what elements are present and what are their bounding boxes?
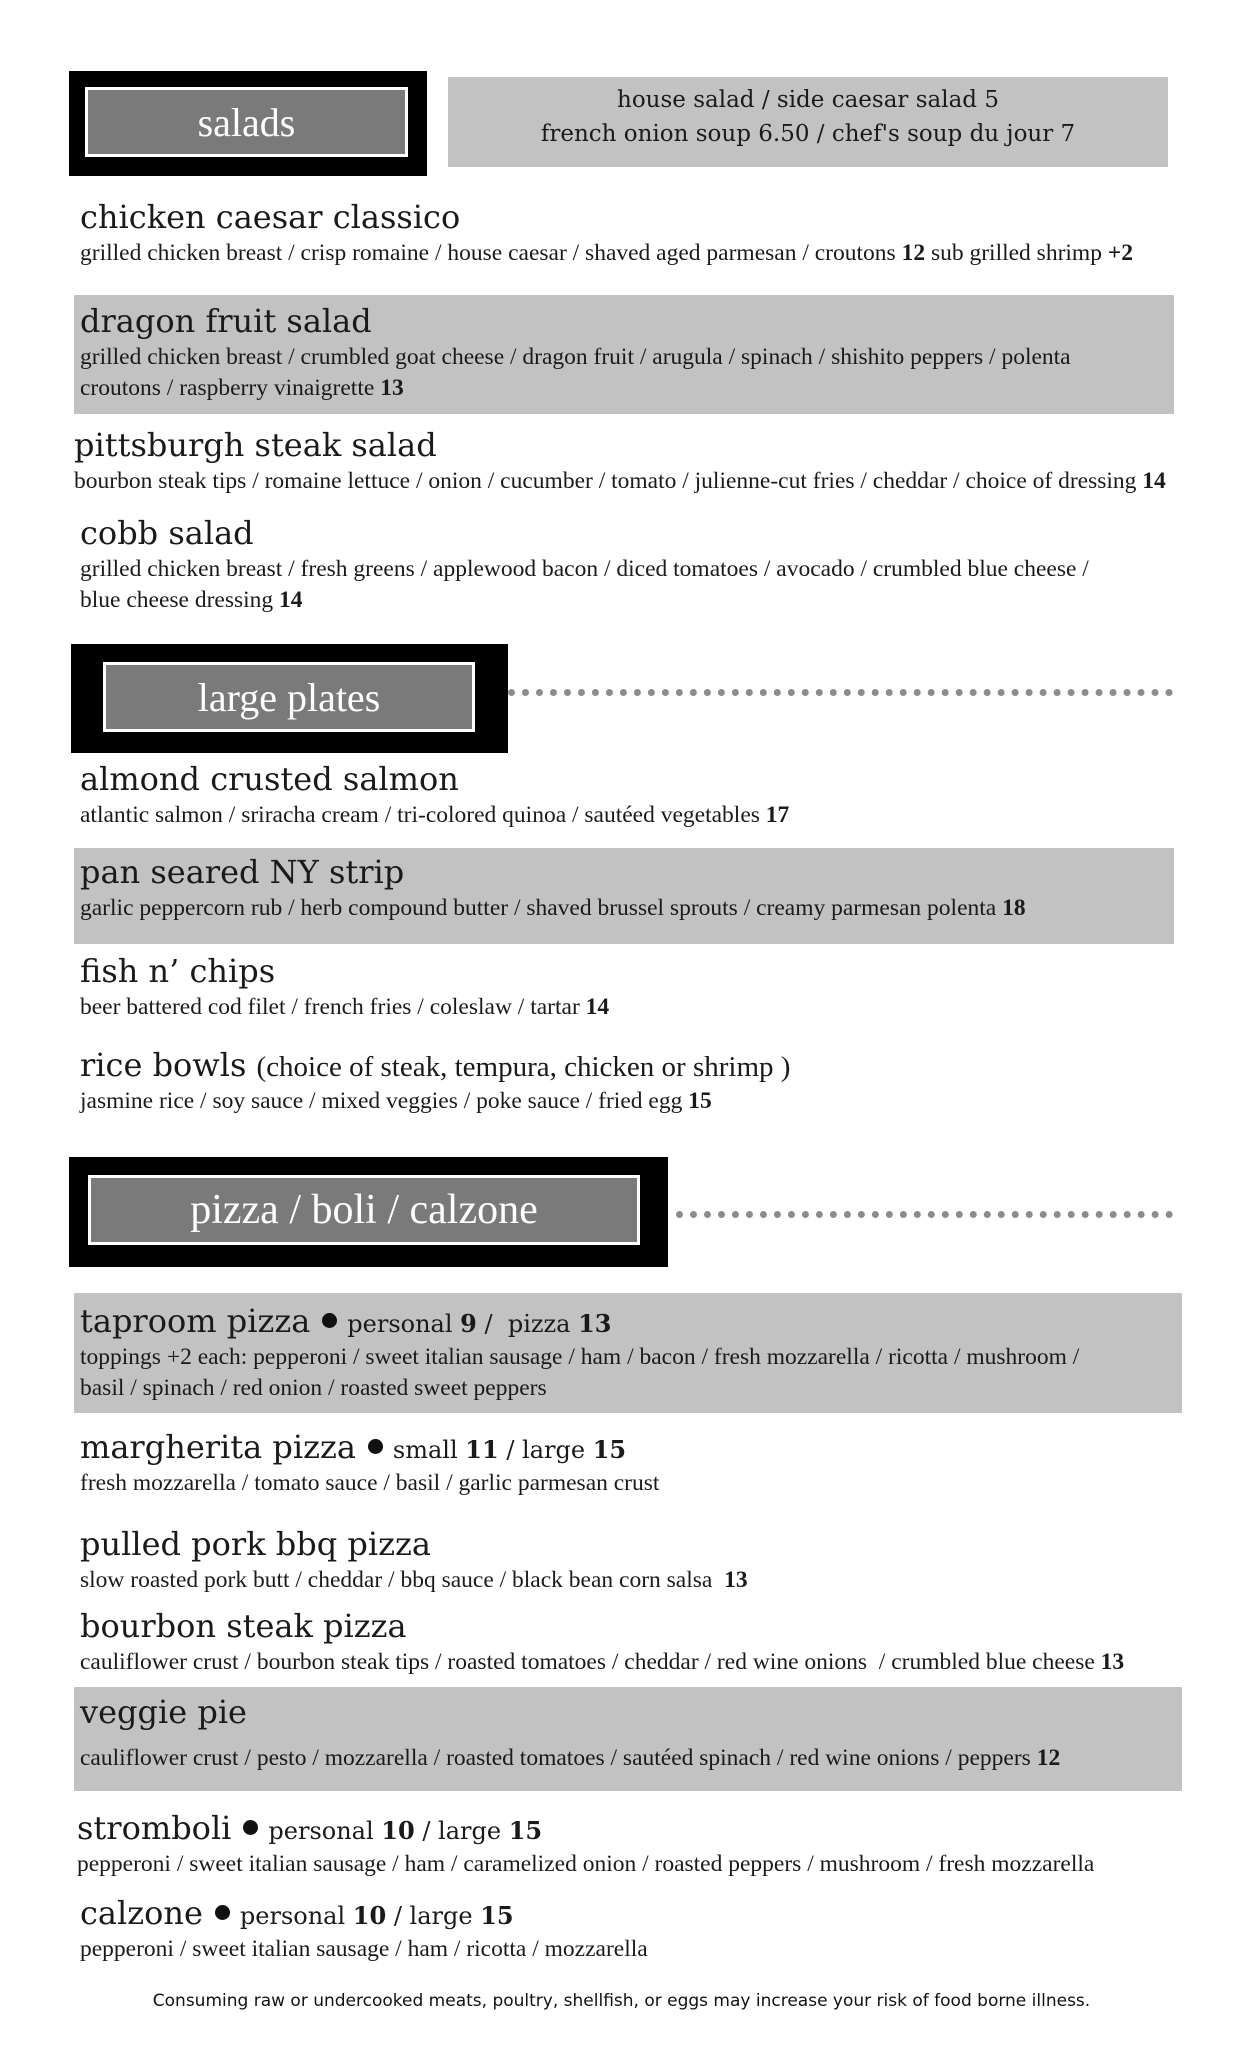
menu-item-calzone: [80, 1894, 648, 1963]
large-plates-heading: large plates: [197, 674, 381, 720]
size-sep: /: [476, 1310, 508, 1338]
item-description-line-2: blue cheese dressing 14: [80, 587, 303, 613]
large-plates-header: [71, 644, 508, 753]
item-name: rice bowls: [80, 1046, 247, 1084]
size-1: small: [392, 1436, 466, 1464]
item-name: chicken caesar classico: [80, 198, 461, 236]
price-2: 15: [508, 1816, 543, 1845]
item-description: pepperoni / sweet italian sausage / ham / ricotta / mozzarella: [80, 1936, 648, 1962]
item-name: cobb salad: [80, 514, 254, 552]
bullet-icon: [243, 1820, 258, 1835]
item-name: bourbon steak pizza: [80, 1607, 407, 1645]
item-name-row: [77, 1809, 1094, 1847]
item-description: jasmine rice / soy sauce / mixed veggies / poke sauce / fried egg 15: [80, 1088, 712, 1114]
price-2: 15: [592, 1435, 627, 1464]
menu-item-bbq-pizza: [80, 1525, 748, 1594]
menu-item-pittsburgh-steak-salad: [74, 426, 1166, 495]
item-note: (choice of steak, tempura, chicken or shrimp ): [256, 1051, 791, 1083]
item-price: 12: [1036, 1745, 1061, 1771]
item-price: 14: [1142, 468, 1166, 494]
item-description-line-1: grilled chicken breast / fresh greens / applewood bacon / diced tomatoes / avocado / crumbled blue cheese /: [80, 556, 1089, 582]
soups-box: [448, 77, 1168, 167]
item-name: margherita pizza: [80, 1428, 356, 1466]
menu-item-cobb-salad: [80, 514, 1089, 614]
item-name: veggie pie: [80, 1693, 247, 1731]
menu-item-veggie-pie: [80, 1693, 1060, 1772]
item-name-row: [80, 1428, 659, 1466]
item-price: 13: [380, 375, 404, 401]
size-sep: /: [498, 1436, 523, 1464]
bullet-icon: [215, 1905, 230, 1920]
item-name: pulled pork bbq pizza: [80, 1525, 431, 1563]
item-description-line-2: basil / spinach / red onion / roasted sweet peppers: [80, 1375, 547, 1401]
large-plates-heading-box: [103, 662, 475, 732]
bullet-icon: [322, 1313, 337, 1328]
item-description-line-2: croutons / raspberry vinaigrette 13: [80, 375, 404, 401]
menu-item-taproom-pizza: [80, 1302, 1079, 1402]
large-plates-divider: [508, 689, 1173, 696]
pizza-heading: pizza / boli / calzone: [190, 1187, 538, 1233]
size-2: large: [409, 1902, 481, 1930]
menu-item-rice-bowls: [80, 1046, 790, 1115]
item-description: grilled chicken breast / crisp romaine / house caesar / shaved aged parmesan / croutons 12 sub grilled shrimp +2: [80, 240, 1133, 266]
item-name: stromboli: [77, 1809, 232, 1847]
menu-item-almond-salmon: [80, 760, 789, 829]
salads-heading-box: [85, 87, 408, 157]
item-name: dragon fruit salad: [80, 302, 372, 340]
size-1: personal: [239, 1902, 353, 1930]
size-1: personal: [347, 1310, 461, 1338]
menu-item-fish-chips: [80, 952, 609, 1021]
menu-item-chicken-caesar: [80, 198, 1133, 267]
item-extra-price: +2: [1107, 240, 1133, 266]
item-price: 18: [1002, 895, 1026, 921]
price-2: 15: [480, 1901, 514, 1930]
price-1: 10: [352, 1901, 387, 1930]
price-2: 13: [578, 1309, 612, 1338]
size-sep: /: [386, 1902, 410, 1930]
item-description: fresh mozzarella / tomato sauce / basil / garlic parmesan crust: [80, 1470, 660, 1496]
size-2: large: [522, 1436, 593, 1464]
item-price: 13: [724, 1567, 748, 1593]
food-safety-disclaimer: Consuming raw or undercooked meats, poultry, shellfish, or eggs may increase your risk of food borne illness.: [152, 1991, 1091, 2011]
soups-line-1: house salad / side caesar salad 5: [617, 87, 999, 113]
salads-heading: salads: [197, 99, 296, 145]
item-name: almond crusted salmon: [80, 760, 459, 798]
item-description: bourbon steak tips / romaine lettuce / onion / cucumber / tomato / julienne-cut fries / cheddar / choice of dressing 14: [74, 468, 1166, 494]
price-1: 9: [460, 1309, 477, 1338]
pizza-divider: [676, 1211, 1173, 1218]
item-name-row: [80, 1302, 1079, 1340]
item-price: 14: [279, 587, 303, 613]
menu-item-bourbon-pizza: [80, 1607, 1124, 1676]
item-name: pan seared NY strip: [80, 853, 405, 891]
item-price: 14: [585, 994, 610, 1020]
item-price: 15: [688, 1088, 712, 1114]
item-description: beer battered cod filet / french fries / coleslaw / tartar 14: [80, 994, 610, 1020]
bullet-icon: [368, 1439, 383, 1454]
size-2: pizza: [507, 1310, 579, 1338]
item-description-line-1: toppings +2 each: pepperoni / sweet italian sausage / ham / bacon / fresh mozzarella / ricotta / mushroom /: [80, 1344, 1080, 1370]
size-1: personal: [268, 1817, 382, 1845]
menu-item-margherita: [80, 1428, 659, 1497]
item-name: fish n’ chips: [80, 952, 276, 990]
menu-item-ny-strip: [80, 853, 1026, 922]
item-price: 12: [901, 240, 926, 266]
item-name-row: [80, 1046, 790, 1084]
salads-header: [69, 71, 427, 176]
menu-item-dragon-fruit: [80, 302, 1071, 402]
item-description: cauliflower crust / pesto / mozzarella / roasted tomatoes / sautéed spinach / red wine onions / peppers 12: [80, 1745, 1061, 1771]
price-1: 10: [381, 1816, 415, 1845]
price-1: 11: [465, 1435, 499, 1464]
item-name: taproom pizza: [80, 1302, 311, 1340]
item-description: cauliflower crust / bourbon steak tips / roasted tomatoes / cheddar / red wine onions / crumbled blue cheese 13: [80, 1649, 1125, 1675]
soups-line-2: french onion soup 6.50 / chef's soup du jour 7: [540, 121, 1076, 147]
pizza-header: [69, 1157, 668, 1267]
size-2: large: [438, 1817, 509, 1845]
item-description-line-1: grilled chicken breast / crumbled goat cheese / dragon fruit / arugula / spinach / shishito peppers / polenta: [80, 344, 1071, 370]
menu-item-stromboli: [77, 1809, 1094, 1878]
item-description: pepperoni / sweet italian sausage / ham / caramelized onion / roasted peppers / mushroom / fresh mozzarella: [77, 1851, 1095, 1877]
item-name-row: [80, 1894, 648, 1932]
item-name: pittsburgh steak salad: [74, 426, 437, 464]
item-description: garlic peppercorn rub / herb compound butter / shaved brussel sprouts / creamy parmesan polenta 18: [80, 895, 1026, 921]
item-price: 17: [765, 802, 790, 828]
item-price: 13: [1100, 1649, 1125, 1675]
pizza-heading-box: [88, 1175, 640, 1245]
size-sep: /: [414, 1817, 439, 1845]
item-description: atlantic salmon / sriracha cream / tri-colored quinoa / sautéed vegetables 17: [80, 802, 790, 828]
item-name: calzone: [80, 1894, 203, 1932]
item-description: slow roasted pork butt / cheddar / bbq sauce / black bean corn salsa 13: [80, 1567, 748, 1593]
